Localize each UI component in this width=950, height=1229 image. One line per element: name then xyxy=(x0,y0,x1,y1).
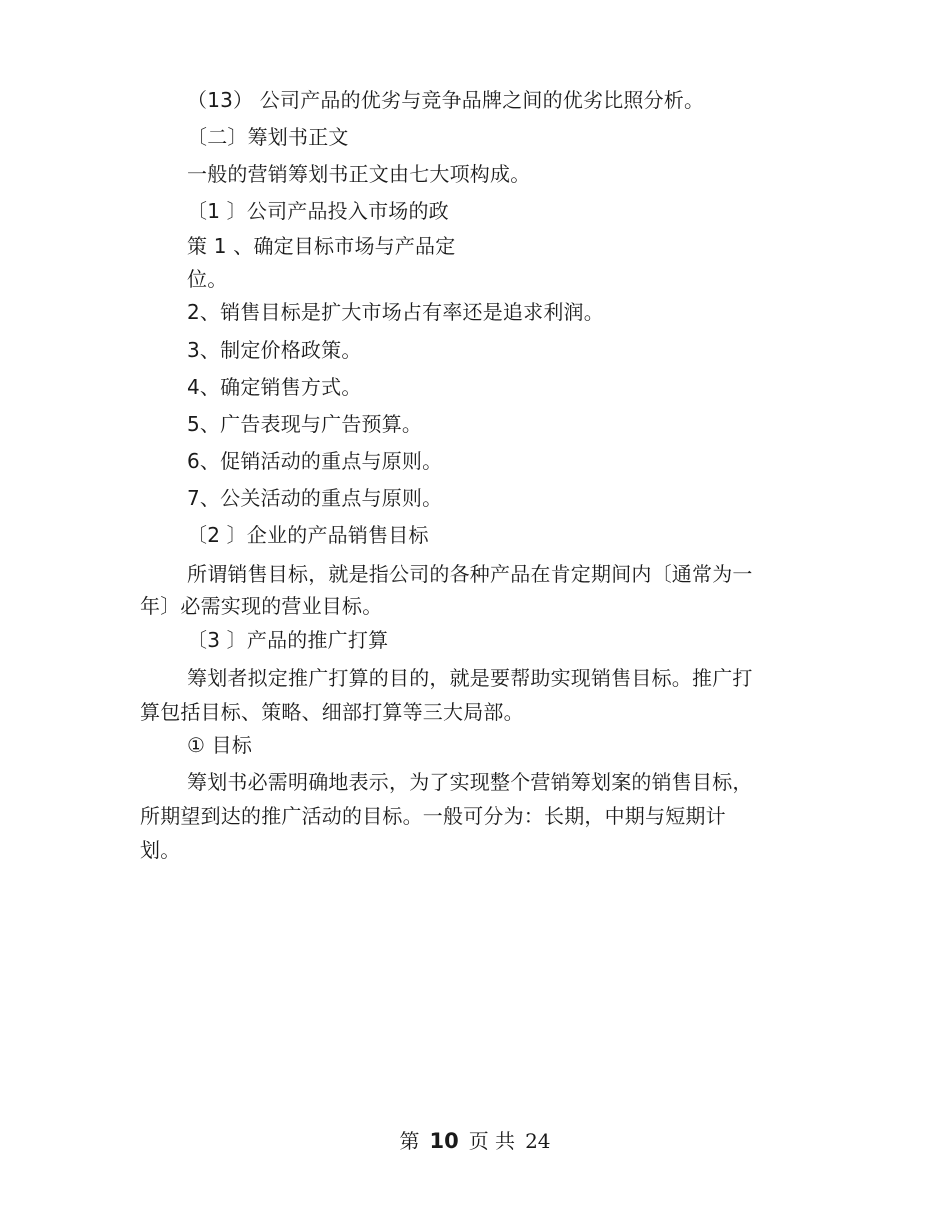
footer-middle: 页 共 xyxy=(468,1129,516,1153)
text-line: 筹划者拟定推广打算的目的，就是要帮助实现销售目标。推广打 xyxy=(187,666,753,690)
page-number: 10 xyxy=(429,1129,459,1153)
text-line: 所期望到达的推广活动的目标。一般可分为：长期，中期与短期计 xyxy=(140,804,726,828)
text-line: （13） 公司产品的优劣与竞争品牌之间的优劣比照分析。 xyxy=(187,88,705,112)
list-item: ① 目标 xyxy=(187,733,253,757)
subsection-heading: 〔3 〕产品的推广打算 xyxy=(187,628,389,652)
footer-prefix: 第 xyxy=(399,1129,420,1153)
text-line: 位。 xyxy=(187,267,228,291)
list-item: 4、确定销售方式。 xyxy=(187,375,362,399)
list-item: 3、制定价格政策。 xyxy=(187,338,362,362)
list-item: 2、销售目标是扩大市场占有率还是追求利润。 xyxy=(187,300,604,324)
subsection-heading: 〔2 〕企业的产品销售目标 xyxy=(187,523,429,547)
text-line: 一般的营销筹划书正文由七大项构成。 xyxy=(187,162,531,186)
text-line: 年〕必需实现的营业目标。 xyxy=(140,594,383,618)
page-total: 24 xyxy=(525,1129,551,1153)
text-line: 筹划书必需明确地表示，为了实现整个营销筹划案的销售目标， xyxy=(187,770,753,794)
text-line: 算包括目标、策略、细部打算等三大局部。 xyxy=(140,700,524,724)
list-item: 5、广告表现与广告预算。 xyxy=(187,412,423,436)
list-item: 7、公关活动的重点与原则。 xyxy=(187,486,443,510)
subsection-heading: 〔1 〕公司产品投入市场的政 xyxy=(187,199,449,223)
section-heading: 〔二〕筹划书正文 xyxy=(187,125,349,149)
text-line: 划。 xyxy=(140,838,181,862)
text-line: 所谓销售目标，就是指公司的各种产品在肯定期间内〔通常为一 xyxy=(187,562,753,586)
text-line: 策 1 、确定目标市场与产品定 xyxy=(187,234,456,258)
page-footer xyxy=(0,1127,950,1155)
list-item: 6、促销活动的重点与原则。 xyxy=(187,449,443,473)
